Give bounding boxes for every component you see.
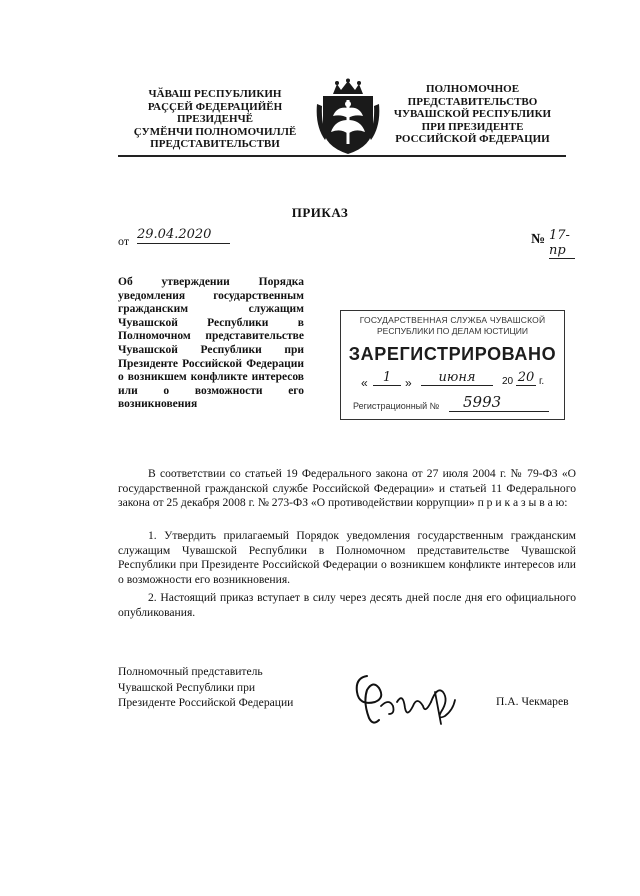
stamp-agency-line1: ГОСУДАРСТВЕННАЯ СЛУЖБА ЧУВАШСКОЙ: [359, 315, 546, 325]
header-right-line: ЧУВАШСКОЙ РЕСПУБЛИКИ: [393, 108, 552, 120]
stamp-regnum-label: Регистрационный №: [353, 401, 440, 411]
stamp-quote-close: »: [405, 376, 412, 390]
document-title: ПРИКАЗ: [291, 205, 349, 220]
stamp-month: июня: [421, 370, 493, 386]
header-right-line: РОССИЙСКОЙ ФЕДЕРАЦИИ: [395, 133, 550, 145]
header-left-line: ҪУМӖНЧИ ПОЛНОМОЧИЛЛӖ: [133, 125, 297, 138]
stamp-year-prefix: 20: [502, 376, 514, 387]
stamp-registered-label: ЗАРЕГИСТРИРОВАНО: [348, 344, 557, 364]
date-value-handwritten: 29.04.2020: [137, 227, 230, 244]
stamp-quote-open: «: [361, 376, 368, 390]
date-prefix: от: [118, 234, 130, 248]
header-left-line: ПРЕЗИДЕНЧӖ: [177, 113, 253, 125]
number-prefix: №: [531, 232, 546, 247]
header-right-line: ПРИ ПРЕЗИДЕНТЕ: [421, 120, 524, 133]
signatory-name: П.А. Чекмарев: [496, 695, 569, 708]
header-right-russian: [385, 83, 560, 146]
header-left-line: ЧӐВАШ РЕСПУБЛИКИН: [148, 88, 282, 100]
stamp-year-mark: г.: [539, 376, 545, 387]
stamp-regnum: 5993: [449, 393, 549, 412]
signatory-title-line: Президенте Российской Федерации: [118, 696, 294, 710]
number-value-handwritten: 17-пр: [549, 228, 575, 259]
stamp-day: 1: [373, 370, 401, 386]
stamp-agency-line2: РЕСПУБЛИКИ ПО ДЕЛАМ ЮСТИЦИИ: [376, 326, 529, 336]
stamp-date-row: [355, 372, 560, 392]
handwritten-signature: [345, 662, 465, 732]
signatory-title: [118, 664, 293, 711]
header-left-chuvash: [100, 88, 330, 151]
header-right-line: ПРЕДСТАВИТЕЛЬСТВО: [407, 95, 538, 108]
signatory-title-line: Чувашской Республики при: [118, 680, 256, 694]
header-left-line: РАҪҪЕЙ ФЕДЕРАЦИЙӖН: [147, 100, 283, 113]
stamp-year-suffix: 20: [517, 370, 535, 385]
order-subject: Об утверждении Порядка уведомления государственным гражданским служащим Чувашской Республики в Полномочном представительстве Чувашской Республики при Президенте Российской Федерации о возникшем конфликте интересов или о возможности его возникновения: [118, 276, 304, 411]
header-right-line: ПОЛНОМОЧНОЕ: [425, 83, 520, 95]
body-paragraph-item-1: 1. Утвердить прилагаемый Порядок уведомления государственным гражданским служащим Чувашской Республики в Полномочном представительстве Чувашской Республики при Президенте Российской Федерации о возникшем конфликте интересов или о возможности его возникновения.: [118, 529, 576, 586]
header-divider: [118, 155, 566, 157]
header-left-line: ПРЕДСТАВИТЕЛЬСТВИ: [150, 138, 280, 150]
body-paragraph-preamble: В соответствии со статьей 19 Федерального закона от 27 июля 2004 г. № 79-ФЗ «О государственной гражданской службе Российской Федерации» и статьей 11 Федерального закона от 25 декабря 2008 г. № 273-ФЗ «О противодействии коррупции» п р и к а з ы в а ю:: [118, 467, 576, 510]
body-paragraph-item-2: 2. Настоящий приказ вступает в силу через десять дней после дня его официального опубликования.: [118, 591, 576, 619]
chuvash-emblem-icon: [313, 78, 383, 158]
signatory-title-line: Полномочный представитель: [118, 665, 263, 678]
